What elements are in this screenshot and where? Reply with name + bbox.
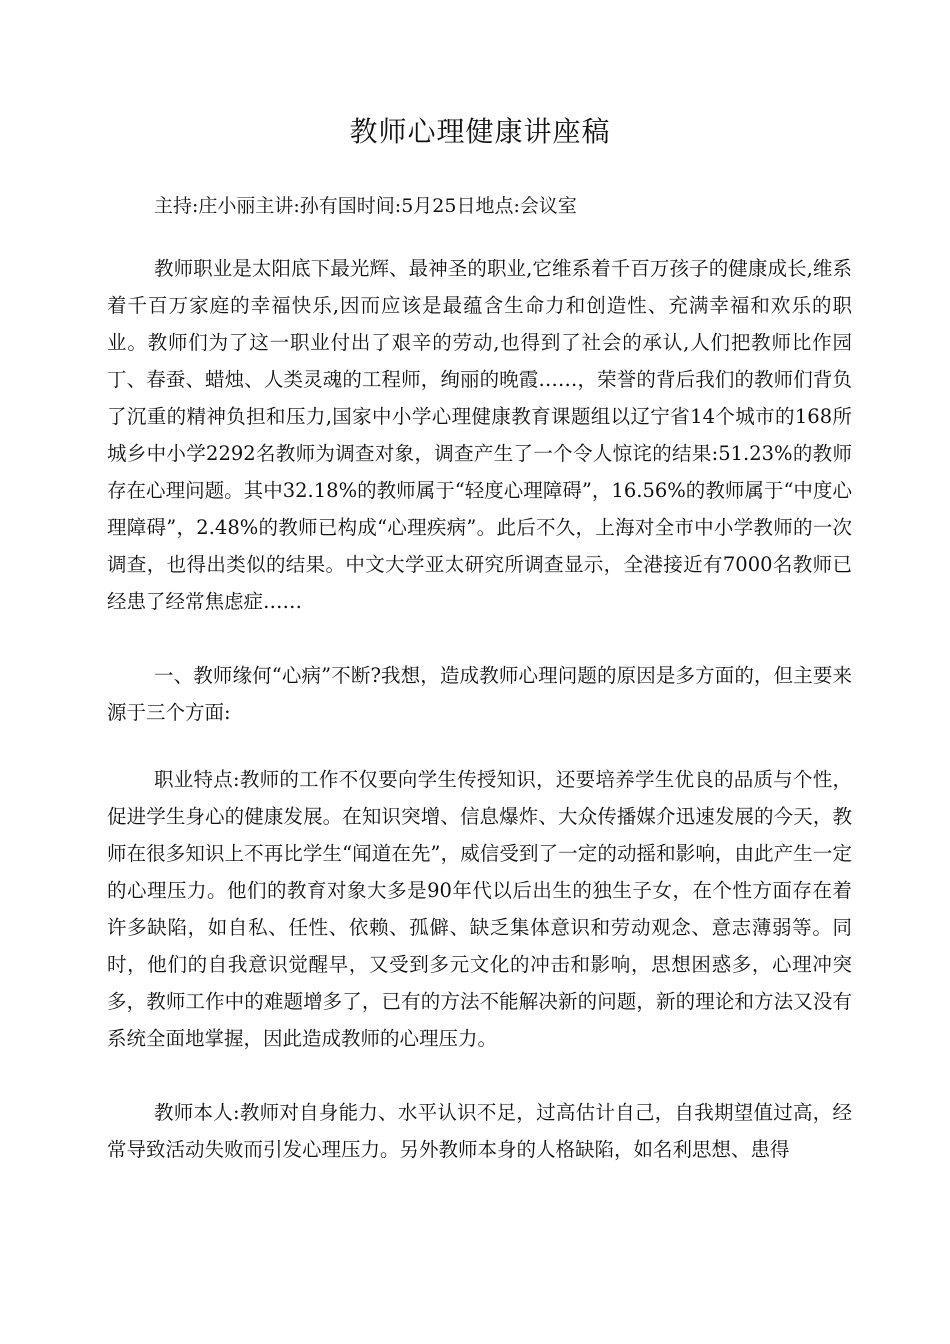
meeting-info-line: 主持:庄小丽主讲:孙有国时间:5月25日地点:会议室 (154, 195, 577, 217)
paragraph-occupational-traits: 职业特点:教师的工作不仅要向学生传授知识，还要培养学生优良的品质与个性，促进学生身心的健康发展。在知识突增、信息爆炸、大众传播媒介迅速发展的今天，教师在很多知识上不再比学生“闻道在先”，威信受到了一定的动摇和影响，由此产生一定的心理压力。他们的教育对象大多是90年代以后出生的独生子女，在个性方面存在着许多缺陷，如自私、任性、依赖、孤僻、缺乏集体意识和劳动观念、意志薄弱等。同时，他们的自我意识觉醒早，又受到多元文化的冲击和影响，思想困惑多，心理冲突多，教师工作中的难题增多了，已有的方法不能解决新的问题，新的理论和方法又没有系统全面地掌握，因此造成教师的心理压力。 (107, 768, 852, 1050)
paragraph-teacher-self: 教师本人:教师对自身能力、水平认识不足，过高估计自己，自我期望值过高，经常导致活动失败而引发心理压力。另外教师本身的人格缺陷，如名利思想、患得 (107, 1101, 852, 1161)
paragraph-introduction: 教师职业是太阳底下最光辉、最神圣的职业,它维系着千百万孩子的健康成长,维系着千百万家庭的幸福快乐,因而应该是最蕴含生命力和创造性、充满幸福和欢乐的职业。教师们为了这一职业付出了艰辛的劳动,也得到了社会的承认,人们把教师比作园丁、春蚕、蜡烛、人类灵魂的工程师，绚丽的晚霞……，荣誉的背后我们的教师们背负了沉重的精神负担和压力,国家中小学心理健康教育课题组以辽宁省14个城市的168所城乡中小学2292名教师为调查对象，调查产生了一个令人惊诧的结果:51.23%的教师存在心理问题。其中32.18%的教师属于“轻度心理障碍”，16.56%的教师属于“中度心理障碍”，2.48%的教师已构成“心理疾病”。此后不久，上海对全市中小学教师的一次调查，也得出类似的结果。中文大学亚太研究所调查显示，全港接近有7000名教师已经患了经常焦虑症…… (107, 257, 852, 613)
document-title: 教师心理健康讲座稿 (349, 115, 611, 148)
paragraph-section-one-heading: 一、教师缘何“心病”不断?我想，造成教师心理问题的原因是多方面的，但主要来源于三个方面: (107, 664, 852, 724)
